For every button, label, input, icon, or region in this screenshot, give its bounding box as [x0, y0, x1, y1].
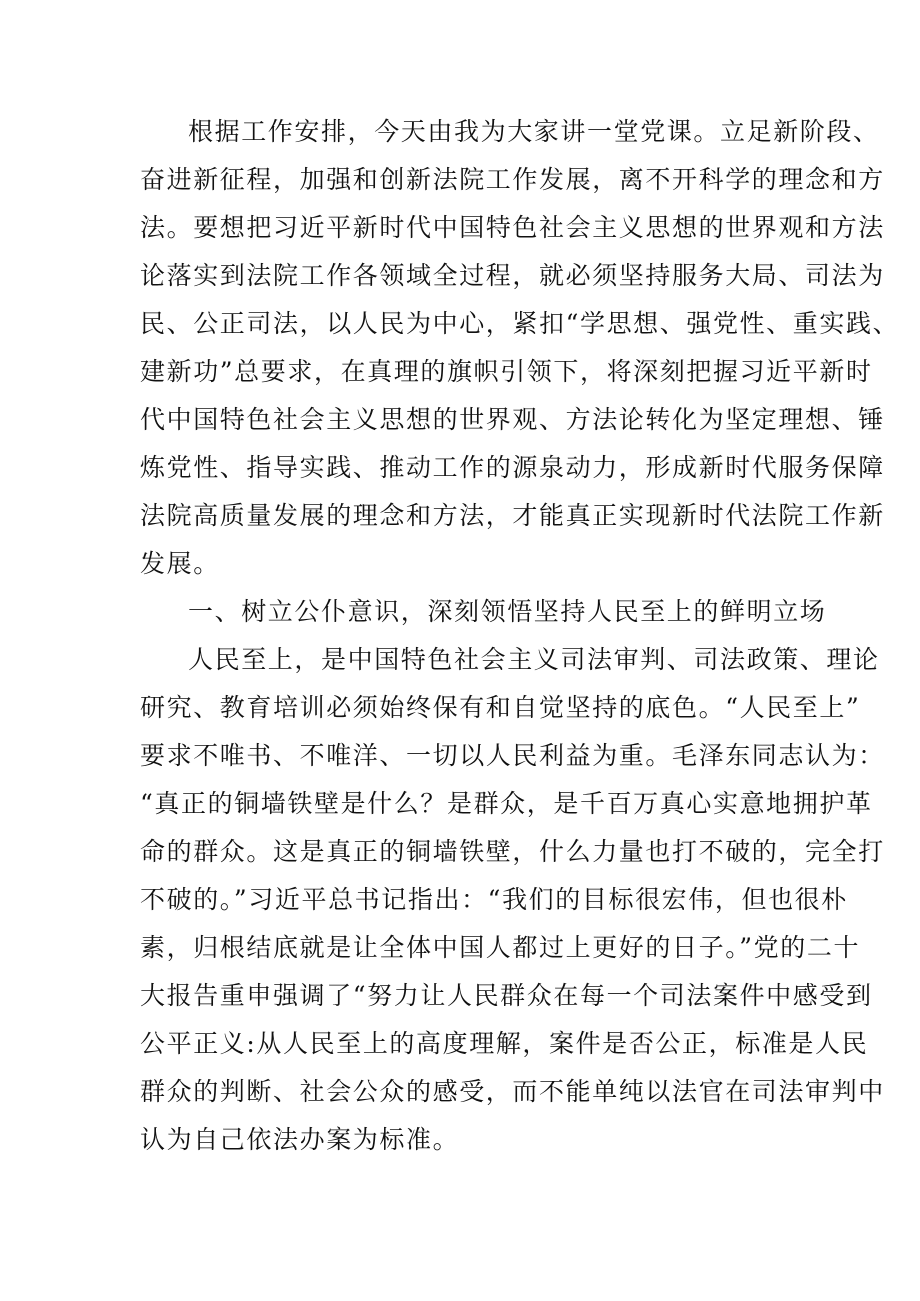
body-line: 公平正义:从人民至上的高度理解，案件是否公正，标准是人民	[140, 1029, 869, 1058]
intro-line: 论落实到法院工作各领域全过程，就必须坚持服务大局、司法为	[140, 261, 885, 290]
intro-line: 法院高质量发展的理念和方法，才能真正实现新时代法院工作新	[140, 501, 885, 530]
intro-line: 建新功”总要求，在真理的旗帜引领下，将深刻把握习近平新时	[140, 357, 873, 386]
intro-line: 发展。	[140, 549, 220, 578]
section-heading: 一、树立公仆意识，深刻领悟坚持人民至上的鲜明立场	[188, 597, 827, 626]
intro-line: 根据工作安排，今天由我为大家讲一堂党课。立足新阶段、	[188, 117, 880, 146]
body-line: 群众的判断、社会公众的感受，而不能单纯以法官在司法审判中	[140, 1077, 885, 1106]
body-line: 人民至上，是中国特色社会主义司法审判、司法政策、理论	[188, 645, 880, 674]
intro-line: 奋进新征程，加强和创新法院工作发展，离不开科学的理念和方	[140, 165, 885, 194]
body-line: 认为自己依法办案为标准。	[140, 1125, 460, 1154]
body-line: 命的群众。这是真正的铜墙铁壁，什么力量也打不破的，完全打	[140, 837, 885, 866]
intro-line: 代中国特色社会主义思想的世界观、方法论转化为坚定理想、锤	[140, 405, 885, 434]
body-line: 研究、教育培训必须始终保有和自觉坚持的底色。“人民至上”	[140, 693, 861, 722]
body-line: “真正的铜墙铁壁是什么？是群众，是千百万真心实意地拥护革	[140, 789, 873, 818]
intro-line: 炼党性、指导实践、推动工作的源泉动力，形成新时代服务保障	[140, 453, 885, 482]
body-line: 不破的。”习近平总书记指出：“我们的目标很宏伟，但也很朴	[140, 885, 848, 914]
intro-line: 法。要想把习近平新时代中国特色社会主义思想的世界观和方法	[140, 213, 885, 242]
body-line: 大报告重申强调了“努力让人民群众在每一个司法案件中感受到	[140, 981, 873, 1010]
intro-line: 民、公正司法，以人民为中心，紧扣“学思想、强党性、重实践、	[140, 309, 900, 338]
body-line: 素，归根结底就是让全体中国人都过上更好的日子。”党的二十	[140, 933, 861, 962]
body-line: 要求不唯书、不唯洋、一切以人民利益为重。毛泽东同志认为：	[140, 741, 885, 770]
